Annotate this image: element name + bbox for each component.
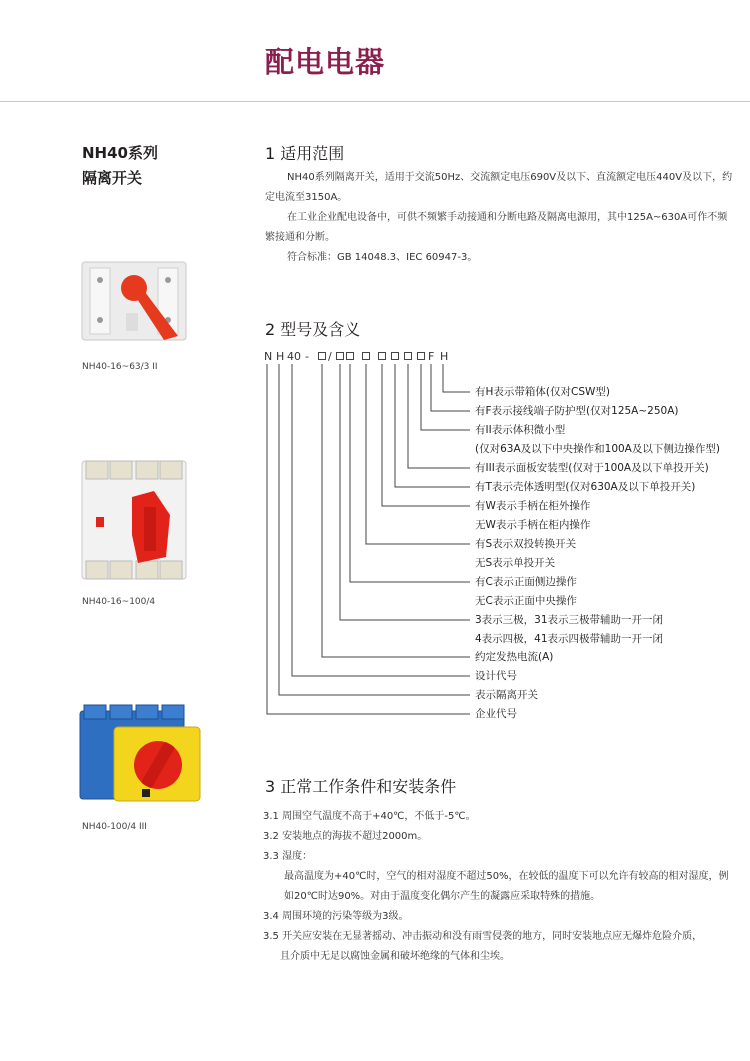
code-letter-f: F	[428, 350, 435, 363]
code-letter-h: H	[276, 350, 285, 363]
desc-w-inside: 无W表示手柄在柜内操作	[475, 519, 591, 531]
connector-iii	[408, 364, 470, 468]
section-1-line-2: 定电流至3150A。	[265, 192, 348, 203]
section-1-line-5: 符合标准：GB 14048.3、IEC 60947-3。	[287, 252, 478, 263]
desc-3-pole: 3表示三极，31表示三极带辅助一开一闭	[475, 614, 664, 626]
section-3-line-7: 3.5 开关应安装在无显著摇动、冲击振动和没有雨雪侵袭的地方，同时安装地点应无爆炸危险介质，	[263, 931, 703, 942]
desc-f-terminal: 有F表示接线端子防护型(仅对125A~250A)	[475, 405, 679, 417]
connector-current	[322, 364, 470, 657]
desc-t-transparent: 有T表示壳体透明型(仅对630A及以下单投开关)	[475, 481, 696, 493]
code-letter-h-box: H	[440, 350, 449, 363]
section-2-heading: 2 型号及含义	[265, 320, 361, 339]
section-3-heading: 3 正常工作条件和安装条件	[265, 777, 457, 796]
desc-h-box: 有H表示带箱体(仅对CSW型)	[475, 386, 610, 398]
section-1-line-3: 在工业企业配电设备中，可供不频繁手动接通和分断电路及隔离电源用，其中125A~630A可作不频	[287, 212, 728, 223]
desc-current: 约定发热电流(A)	[475, 651, 554, 663]
section-3-line-3: 3.3 湿度：	[263, 851, 313, 862]
connector-f	[431, 364, 470, 411]
desc-enterprise: 企业代号	[475, 708, 517, 720]
photo-caption-2: NH40-16~100/4	[82, 597, 156, 607]
desc-c-side: 有C表示正面侧边操作	[475, 576, 577, 588]
connector-ii	[421, 364, 470, 430]
photo-caption-3: NH40-100/4 III	[82, 822, 147, 832]
code-slash: /	[328, 350, 332, 363]
section-1-heading: 1 适用范围	[265, 144, 345, 163]
page-title: 配电电器	[265, 45, 386, 79]
product-series: NH40系列	[82, 144, 158, 162]
desc-4-pole: 4表示四极，41表示四极带辅助一开一闭	[475, 633, 664, 645]
section-3-line-8: 且介质中无足以腐蚀金属和破坏绝缘的气体和尘埃。	[280, 951, 510, 962]
connector-c	[350, 364, 470, 582]
code-dash: -	[305, 350, 309, 363]
desc-switch: 表示隔离开关	[475, 689, 538, 701]
desc-ii-compact-note: (仅对63A及以下中央操作和100A及以下侧边操作型)	[475, 443, 720, 455]
section-1-line-4: 繁接通和分断。	[265, 232, 335, 243]
section-3-line-2: 3.2 安装地点的海拔不超过2000m。	[263, 831, 428, 842]
photo-caption-1: NH40-16~63/3 II	[82, 362, 158, 372]
section-3-line-1: 3.1 周围空气温度不高于+40℃，不低于-5℃。	[263, 811, 476, 822]
connector-h	[443, 364, 470, 392]
connector-switch	[279, 364, 470, 695]
connector-enterprise	[267, 364, 470, 714]
desc-design: 设计代号	[475, 670, 517, 682]
connector-t	[395, 364, 470, 487]
product-name: 隔离开关	[82, 169, 143, 187]
desc-iii-panel: 有III表示面板安装型(仅对于100A及以下单投开关)	[475, 462, 709, 474]
desc-s-single: 无S表示单投开关	[475, 557, 556, 569]
section-3-line-5: 如20℃时达90%。对由于温度变化偶尔产生的凝露应采取特殊的措施。	[284, 891, 601, 902]
desc-c-center: 无C表示正面中央操作	[475, 595, 577, 607]
section-3-line-6: 3.4 周围环境的污染等级为3级。	[263, 911, 409, 922]
code-letter-n: N	[264, 350, 273, 363]
desc-w-outside: 有W表示手柄在柜外操作	[475, 500, 591, 512]
section-1-line-1: NH40系列隔离开关，适用于交流50Hz、交流额定电压690V及以下、直流额定电压440V及以下，约	[287, 172, 733, 183]
desc-s-double: 有S表示双投转换开关	[475, 538, 577, 550]
section-3-line-4: 最高温度为+40℃时，空气的相对湿度不超过50%，在较低的温度下可以允许有较高的相对湿度，例	[284, 871, 729, 882]
code-design-number: 40	[287, 350, 301, 363]
desc-ii-compact: 有II表示体积微小型	[475, 424, 566, 436]
